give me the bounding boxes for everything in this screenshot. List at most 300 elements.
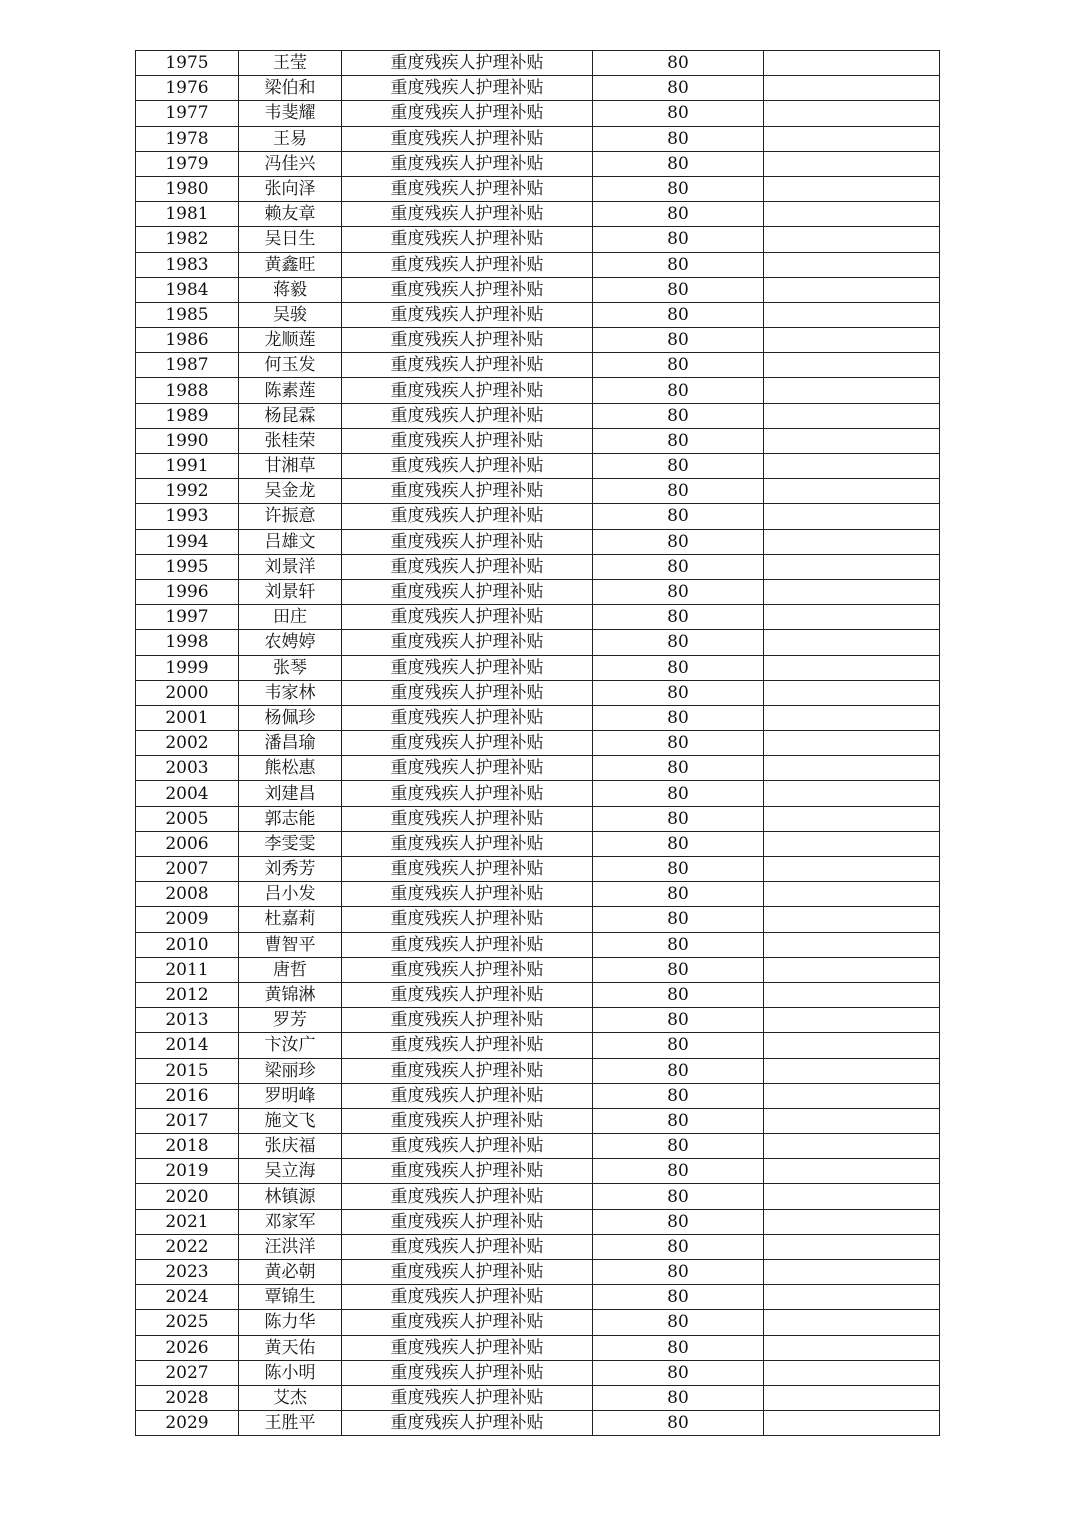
- name-cell: 吕雄文: [239, 529, 342, 554]
- name-cell: 施文飞: [239, 1108, 342, 1133]
- amount-cell: 80: [593, 454, 764, 479]
- table-row: [136, 982, 940, 1007]
- amount-cell: 80: [593, 1260, 764, 1285]
- name-cell: 许振意: [239, 504, 342, 529]
- remark-cell: [764, 328, 940, 353]
- table-row: [136, 882, 940, 907]
- serial-number-cell: 2009: [136, 907, 239, 932]
- serial-number-cell: 2008: [136, 882, 239, 907]
- name-cell: 林镇源: [239, 1184, 342, 1209]
- table-row: [136, 957, 940, 982]
- serial-number-cell: 2029: [136, 1411, 239, 1436]
- serial-number-cell: 1997: [136, 605, 239, 630]
- name-cell: 陈力华: [239, 1310, 342, 1335]
- subsidy-item-cell: 重度残疾人护理补贴: [342, 1209, 593, 1234]
- name-cell: 甘湘草: [239, 454, 342, 479]
- subsidy-item-cell: 重度残疾人护理补贴: [342, 1285, 593, 1310]
- remark-cell: [764, 1411, 940, 1436]
- serial-number-cell: 2020: [136, 1184, 239, 1209]
- name-cell: 赖友章: [239, 202, 342, 227]
- amount-cell: 80: [593, 252, 764, 277]
- remark-cell: [764, 1385, 940, 1410]
- serial-number-cell: 2003: [136, 756, 239, 781]
- subsidy-item-cell: 重度残疾人护理补贴: [342, 529, 593, 554]
- remark-cell: [764, 1310, 940, 1335]
- subsidy-item-cell: 重度残疾人护理补贴: [342, 1184, 593, 1209]
- serial-number-cell: 2016: [136, 1083, 239, 1108]
- serial-number-cell: 2028: [136, 1385, 239, 1410]
- amount-cell: 80: [593, 479, 764, 504]
- remark-cell: [764, 101, 940, 126]
- table-row: [136, 1260, 940, 1285]
- subsidy-item-cell: 重度残疾人护理补贴: [342, 806, 593, 831]
- remark-cell: [764, 831, 940, 856]
- name-cell: 唐哲: [239, 957, 342, 982]
- serial-number-cell: 1984: [136, 277, 239, 302]
- table-row: [136, 1285, 940, 1310]
- serial-number-cell: 1989: [136, 403, 239, 428]
- subsidy-item-cell: 重度残疾人护理补贴: [342, 605, 593, 630]
- name-cell: 田庄: [239, 605, 342, 630]
- serial-number-cell: 1975: [136, 51, 239, 76]
- serial-number-cell: 1987: [136, 353, 239, 378]
- amount-cell: 80: [593, 403, 764, 428]
- name-cell: 张琴: [239, 655, 342, 680]
- serial-number-cell: 1994: [136, 529, 239, 554]
- name-cell: 韦斐耀: [239, 101, 342, 126]
- amount-cell: 80: [593, 353, 764, 378]
- subsidy-item-cell: 重度残疾人护理补贴: [342, 1108, 593, 1133]
- subsidy-item-cell: 重度残疾人护理补贴: [342, 579, 593, 604]
- amount-cell: 80: [593, 680, 764, 705]
- table-row: [136, 1058, 940, 1083]
- table-row: [136, 857, 940, 882]
- table-row: [136, 1033, 940, 1058]
- serial-number-cell: 2006: [136, 831, 239, 856]
- remark-cell: [764, 982, 940, 1007]
- serial-number-cell: 1983: [136, 252, 239, 277]
- amount-cell: 80: [593, 51, 764, 76]
- amount-cell: 80: [593, 1058, 764, 1083]
- table-row: [136, 831, 940, 856]
- subsidy-item-cell: 重度残疾人护理补贴: [342, 353, 593, 378]
- serial-number-cell: 2014: [136, 1033, 239, 1058]
- serial-number-cell: 2026: [136, 1335, 239, 1360]
- table-row: [136, 1184, 940, 1209]
- serial-number-cell: 1979: [136, 151, 239, 176]
- subsidy-item-cell: 重度残疾人护理补贴: [342, 403, 593, 428]
- serial-number-cell: 2027: [136, 1360, 239, 1385]
- table-row: [136, 731, 940, 756]
- remark-cell: [764, 731, 940, 756]
- amount-cell: 80: [593, 1209, 764, 1234]
- remark-cell: [764, 1234, 940, 1259]
- name-cell: 梁丽珍: [239, 1058, 342, 1083]
- subsidy-item-cell: 重度残疾人护理补贴: [342, 51, 593, 76]
- subsidy-item-cell: 重度残疾人护理补贴: [342, 831, 593, 856]
- subsidy-item-cell: 重度残疾人护理补贴: [342, 630, 593, 655]
- remark-cell: [764, 51, 940, 76]
- serial-number-cell: 2017: [136, 1108, 239, 1133]
- remark-cell: [764, 907, 940, 932]
- amount-cell: 80: [593, 1159, 764, 1184]
- name-cell: 王易: [239, 126, 342, 151]
- subsidy-item-cell: 重度残疾人护理补贴: [342, 1058, 593, 1083]
- remark-cell: [764, 202, 940, 227]
- subsidy-item-cell: 重度残疾人护理补贴: [342, 1008, 593, 1033]
- table-row: [136, 1108, 940, 1133]
- remark-cell: [764, 554, 940, 579]
- serial-number-cell: 1986: [136, 328, 239, 353]
- serial-number-cell: 1991: [136, 454, 239, 479]
- serial-number-cell: 1992: [136, 479, 239, 504]
- name-cell: 蒋毅: [239, 277, 342, 302]
- table-row: [136, 1134, 940, 1159]
- amount-cell: 80: [593, 1108, 764, 1133]
- name-cell: 李雯雯: [239, 831, 342, 856]
- name-cell: 王胜平: [239, 1411, 342, 1436]
- subsidy-item-cell: 重度残疾人护理补贴: [342, 1310, 593, 1335]
- serial-number-cell: 2012: [136, 982, 239, 1007]
- remark-cell: [764, 252, 940, 277]
- table-row: [136, 806, 940, 831]
- table-row: [136, 202, 940, 227]
- name-cell: 黄鑫旺: [239, 252, 342, 277]
- subsidy-item-cell: 重度残疾人护理补贴: [342, 1134, 593, 1159]
- amount-cell: 80: [593, 957, 764, 982]
- subsidy-item-cell: 重度残疾人护理补贴: [342, 731, 593, 756]
- serial-number-cell: 1999: [136, 655, 239, 680]
- table-row: [136, 428, 940, 453]
- remark-cell: [764, 302, 940, 327]
- table-row: [136, 529, 940, 554]
- name-cell: 龙顺莲: [239, 328, 342, 353]
- amount-cell: 80: [593, 932, 764, 957]
- name-cell: 吕小发: [239, 882, 342, 907]
- subsidy-item-cell: 重度残疾人护理补贴: [342, 882, 593, 907]
- remark-cell: [764, 1209, 940, 1234]
- name-cell: 杨佩珍: [239, 705, 342, 730]
- subsidy-item-cell: 重度残疾人护理补贴: [342, 1033, 593, 1058]
- subsidy-item-cell: 重度残疾人护理补贴: [342, 1083, 593, 1108]
- subsidy-item-cell: 重度残疾人护理补贴: [342, 957, 593, 982]
- subsidy-item-cell: 重度残疾人护理补贴: [342, 378, 593, 403]
- name-cell: 熊松惠: [239, 756, 342, 781]
- remark-cell: [764, 1159, 940, 1184]
- serial-number-cell: 2022: [136, 1234, 239, 1259]
- serial-number-cell: 2019: [136, 1159, 239, 1184]
- amount-cell: 80: [593, 1033, 764, 1058]
- table-row: [136, 1159, 940, 1184]
- table-row: [136, 1209, 940, 1234]
- table-row: [136, 328, 940, 353]
- amount-cell: 80: [593, 882, 764, 907]
- serial-number-cell: 1988: [136, 378, 239, 403]
- name-cell: 黄天佑: [239, 1335, 342, 1360]
- amount-cell: 80: [593, 1310, 764, 1335]
- remark-cell: [764, 454, 940, 479]
- name-cell: 陈素莲: [239, 378, 342, 403]
- amount-cell: 80: [593, 806, 764, 831]
- subsidy-item-cell: 重度残疾人护理补贴: [342, 756, 593, 781]
- amount-cell: 80: [593, 176, 764, 201]
- amount-cell: 80: [593, 655, 764, 680]
- name-cell: 黄锦淋: [239, 982, 342, 1007]
- amount-cell: 80: [593, 277, 764, 302]
- table-row: [136, 1234, 940, 1259]
- name-cell: 覃锦生: [239, 1285, 342, 1310]
- name-cell: 刘景洋: [239, 554, 342, 579]
- subsidy-item-cell: 重度残疾人护理补贴: [342, 554, 593, 579]
- table-row: [136, 680, 940, 705]
- remark-cell: [764, 1008, 940, 1033]
- serial-number-cell: 1998: [136, 630, 239, 655]
- serial-number-cell: 1993: [136, 504, 239, 529]
- remark-cell: [764, 378, 940, 403]
- name-cell: 邓家军: [239, 1209, 342, 1234]
- subsidy-item-cell: 重度残疾人护理补贴: [342, 655, 593, 680]
- subsidy-item-cell: 重度残疾人护理补贴: [342, 1385, 593, 1410]
- subsidy-item-cell: 重度残疾人护理补贴: [342, 202, 593, 227]
- remark-cell: [764, 479, 940, 504]
- table-row: [136, 454, 940, 479]
- name-cell: 张向泽: [239, 176, 342, 201]
- subsidy-item-cell: 重度残疾人护理补贴: [342, 479, 593, 504]
- remark-cell: [764, 1134, 940, 1159]
- subsidy-item-cell: 重度残疾人护理补贴: [342, 428, 593, 453]
- serial-number-cell: 2011: [136, 957, 239, 982]
- remark-cell: [764, 1335, 940, 1360]
- subsidy-item-cell: 重度残疾人护理补贴: [342, 176, 593, 201]
- amount-cell: 80: [593, 630, 764, 655]
- table-row: [136, 932, 940, 957]
- amount-cell: 80: [593, 982, 764, 1007]
- name-cell: 刘建昌: [239, 781, 342, 806]
- serial-number-cell: 2025: [136, 1310, 239, 1335]
- name-cell: 杨昆霖: [239, 403, 342, 428]
- table-row: [136, 655, 940, 680]
- serial-number-cell: 1980: [136, 176, 239, 201]
- serial-number-cell: 1985: [136, 302, 239, 327]
- name-cell: 刘景轩: [239, 579, 342, 604]
- subsidy-item-cell: 重度残疾人护理补贴: [342, 1411, 593, 1436]
- table-row: [136, 403, 940, 428]
- amount-cell: 80: [593, 76, 764, 101]
- serial-number-cell: 2001: [136, 705, 239, 730]
- serial-number-cell: 2000: [136, 680, 239, 705]
- remark-cell: [764, 504, 940, 529]
- remark-cell: [764, 126, 940, 151]
- amount-cell: 80: [593, 328, 764, 353]
- table-row: [136, 579, 940, 604]
- table-row: [136, 277, 940, 302]
- table-row: [136, 1083, 940, 1108]
- subsidy-item-cell: 重度残疾人护理补贴: [342, 1159, 593, 1184]
- subsidy-item-cell: 重度残疾人护理补贴: [342, 705, 593, 730]
- name-cell: 农娉婷: [239, 630, 342, 655]
- amount-cell: 80: [593, 1411, 764, 1436]
- subsidy-item-cell: 重度残疾人护理补贴: [342, 151, 593, 176]
- serial-number-cell: 1996: [136, 579, 239, 604]
- table-row: [136, 176, 940, 201]
- amount-cell: 80: [593, 126, 764, 151]
- amount-cell: 80: [593, 1335, 764, 1360]
- remark-cell: [764, 579, 940, 604]
- amount-cell: 80: [593, 731, 764, 756]
- amount-cell: 80: [593, 1083, 764, 1108]
- name-cell: 吴日生: [239, 227, 342, 252]
- amount-cell: 80: [593, 579, 764, 604]
- table-row: [136, 504, 940, 529]
- name-cell: 吴骏: [239, 302, 342, 327]
- name-cell: 张桂荣: [239, 428, 342, 453]
- remark-cell: [764, 705, 940, 730]
- amount-cell: 80: [593, 907, 764, 932]
- serial-number-cell: 2002: [136, 731, 239, 756]
- table-row: [136, 479, 940, 504]
- subsidy-item-cell: 重度残疾人护理补贴: [342, 227, 593, 252]
- table-row: [136, 781, 940, 806]
- amount-cell: 80: [593, 227, 764, 252]
- remark-cell: [764, 857, 940, 882]
- remark-cell: [764, 277, 940, 302]
- amount-cell: 80: [593, 151, 764, 176]
- subsidy-item-cell: 重度残疾人护理补贴: [342, 907, 593, 932]
- amount-cell: 80: [593, 428, 764, 453]
- remark-cell: [764, 1058, 940, 1083]
- remark-cell: [764, 529, 940, 554]
- amount-cell: 80: [593, 857, 764, 882]
- remark-cell: [764, 630, 940, 655]
- table-body: [136, 51, 940, 1436]
- amount-cell: 80: [593, 831, 764, 856]
- remark-cell: [764, 680, 940, 705]
- subsidy-item-cell: 重度残疾人护理补贴: [342, 101, 593, 126]
- remark-cell: [764, 403, 940, 428]
- amount-cell: 80: [593, 1285, 764, 1310]
- remark-cell: [764, 353, 940, 378]
- subsidy-item-cell: 重度残疾人护理补贴: [342, 1335, 593, 1360]
- serial-number-cell: 2024: [136, 1285, 239, 1310]
- table-row: [136, 554, 940, 579]
- name-cell: 黄必朝: [239, 1260, 342, 1285]
- subsidy-item-cell: 重度残疾人护理补贴: [342, 781, 593, 806]
- table-row: [136, 151, 940, 176]
- table-row: [136, 353, 940, 378]
- name-cell: 吴立海: [239, 1159, 342, 1184]
- serial-number-cell: 2004: [136, 781, 239, 806]
- table-row: [136, 76, 940, 101]
- table-row: [136, 756, 940, 781]
- amount-cell: 80: [593, 1134, 764, 1159]
- subsidy-item-cell: 重度残疾人护理补贴: [342, 252, 593, 277]
- remark-cell: [764, 1184, 940, 1209]
- remark-cell: [764, 1285, 940, 1310]
- table-row: [136, 302, 940, 327]
- amount-cell: 80: [593, 1008, 764, 1033]
- serial-number-cell: 1981: [136, 202, 239, 227]
- subsidy-item-cell: 重度残疾人护理补贴: [342, 277, 593, 302]
- name-cell: 杜嘉莉: [239, 907, 342, 932]
- remark-cell: [764, 1260, 940, 1285]
- subsidy-item-cell: 重度残疾人护理补贴: [342, 454, 593, 479]
- remark-cell: [764, 1108, 940, 1133]
- subsidy-item-cell: 重度残疾人护理补贴: [342, 76, 593, 101]
- subsidy-item-cell: 重度残疾人护理补贴: [342, 328, 593, 353]
- remark-cell: [764, 756, 940, 781]
- subsidy-item-cell: 重度残疾人护理补贴: [342, 126, 593, 151]
- table-row: [136, 1335, 940, 1360]
- remark-cell: [764, 1033, 940, 1058]
- name-cell: 韦家林: [239, 680, 342, 705]
- name-cell: 吴金龙: [239, 479, 342, 504]
- subsidy-item-cell: 重度残疾人护理补贴: [342, 982, 593, 1007]
- subsidy-item-cell: 重度残疾人护理补贴: [342, 302, 593, 327]
- remark-cell: [764, 1083, 940, 1108]
- remark-cell: [764, 605, 940, 630]
- remark-cell: [764, 882, 940, 907]
- serial-number-cell: 2013: [136, 1008, 239, 1033]
- name-cell: 梁伯和: [239, 76, 342, 101]
- serial-number-cell: 1995: [136, 554, 239, 579]
- name-cell: 陈小明: [239, 1360, 342, 1385]
- remark-cell: [764, 176, 940, 201]
- subsidy-item-cell: 重度残疾人护理补贴: [342, 932, 593, 957]
- table-row: [136, 126, 940, 151]
- remark-cell: [764, 227, 940, 252]
- amount-cell: 80: [593, 781, 764, 806]
- remark-cell: [764, 806, 940, 831]
- remark-cell: [764, 1360, 940, 1385]
- amount-cell: 80: [593, 378, 764, 403]
- amount-cell: 80: [593, 529, 764, 554]
- table-row: [136, 705, 940, 730]
- subsidy-item-cell: 重度残疾人护理补贴: [342, 1260, 593, 1285]
- name-cell: 刘秀芳: [239, 857, 342, 882]
- remark-cell: [764, 655, 940, 680]
- name-cell: 王莹: [239, 51, 342, 76]
- serial-number-cell: 2021: [136, 1209, 239, 1234]
- amount-cell: 80: [593, 554, 764, 579]
- serial-number-cell: 2023: [136, 1260, 239, 1285]
- name-cell: 何玉发: [239, 353, 342, 378]
- amount-cell: 80: [593, 605, 764, 630]
- remark-cell: [764, 932, 940, 957]
- table-row: [136, 1360, 940, 1385]
- serial-number-cell: 1977: [136, 101, 239, 126]
- table-row: [136, 252, 940, 277]
- table-row: [136, 1411, 940, 1436]
- serial-number-cell: 2015: [136, 1058, 239, 1083]
- name-cell: 曹智平: [239, 932, 342, 957]
- table-row: [136, 1385, 940, 1410]
- name-cell: 罗明峰: [239, 1083, 342, 1108]
- table-row: [136, 227, 940, 252]
- subsidy-table: [135, 50, 940, 1436]
- subsidy-item-cell: 重度残疾人护理补贴: [342, 680, 593, 705]
- name-cell: 艾杰: [239, 1385, 342, 1410]
- amount-cell: 80: [593, 302, 764, 327]
- name-cell: 汪洪洋: [239, 1234, 342, 1259]
- remark-cell: [764, 76, 940, 101]
- serial-number-cell: 2007: [136, 857, 239, 882]
- subsidy-item-cell: 重度残疾人护理补贴: [342, 857, 593, 882]
- amount-cell: 80: [593, 101, 764, 126]
- table-row: [136, 907, 940, 932]
- table-row: [136, 605, 940, 630]
- amount-cell: 80: [593, 1234, 764, 1259]
- remark-cell: [764, 428, 940, 453]
